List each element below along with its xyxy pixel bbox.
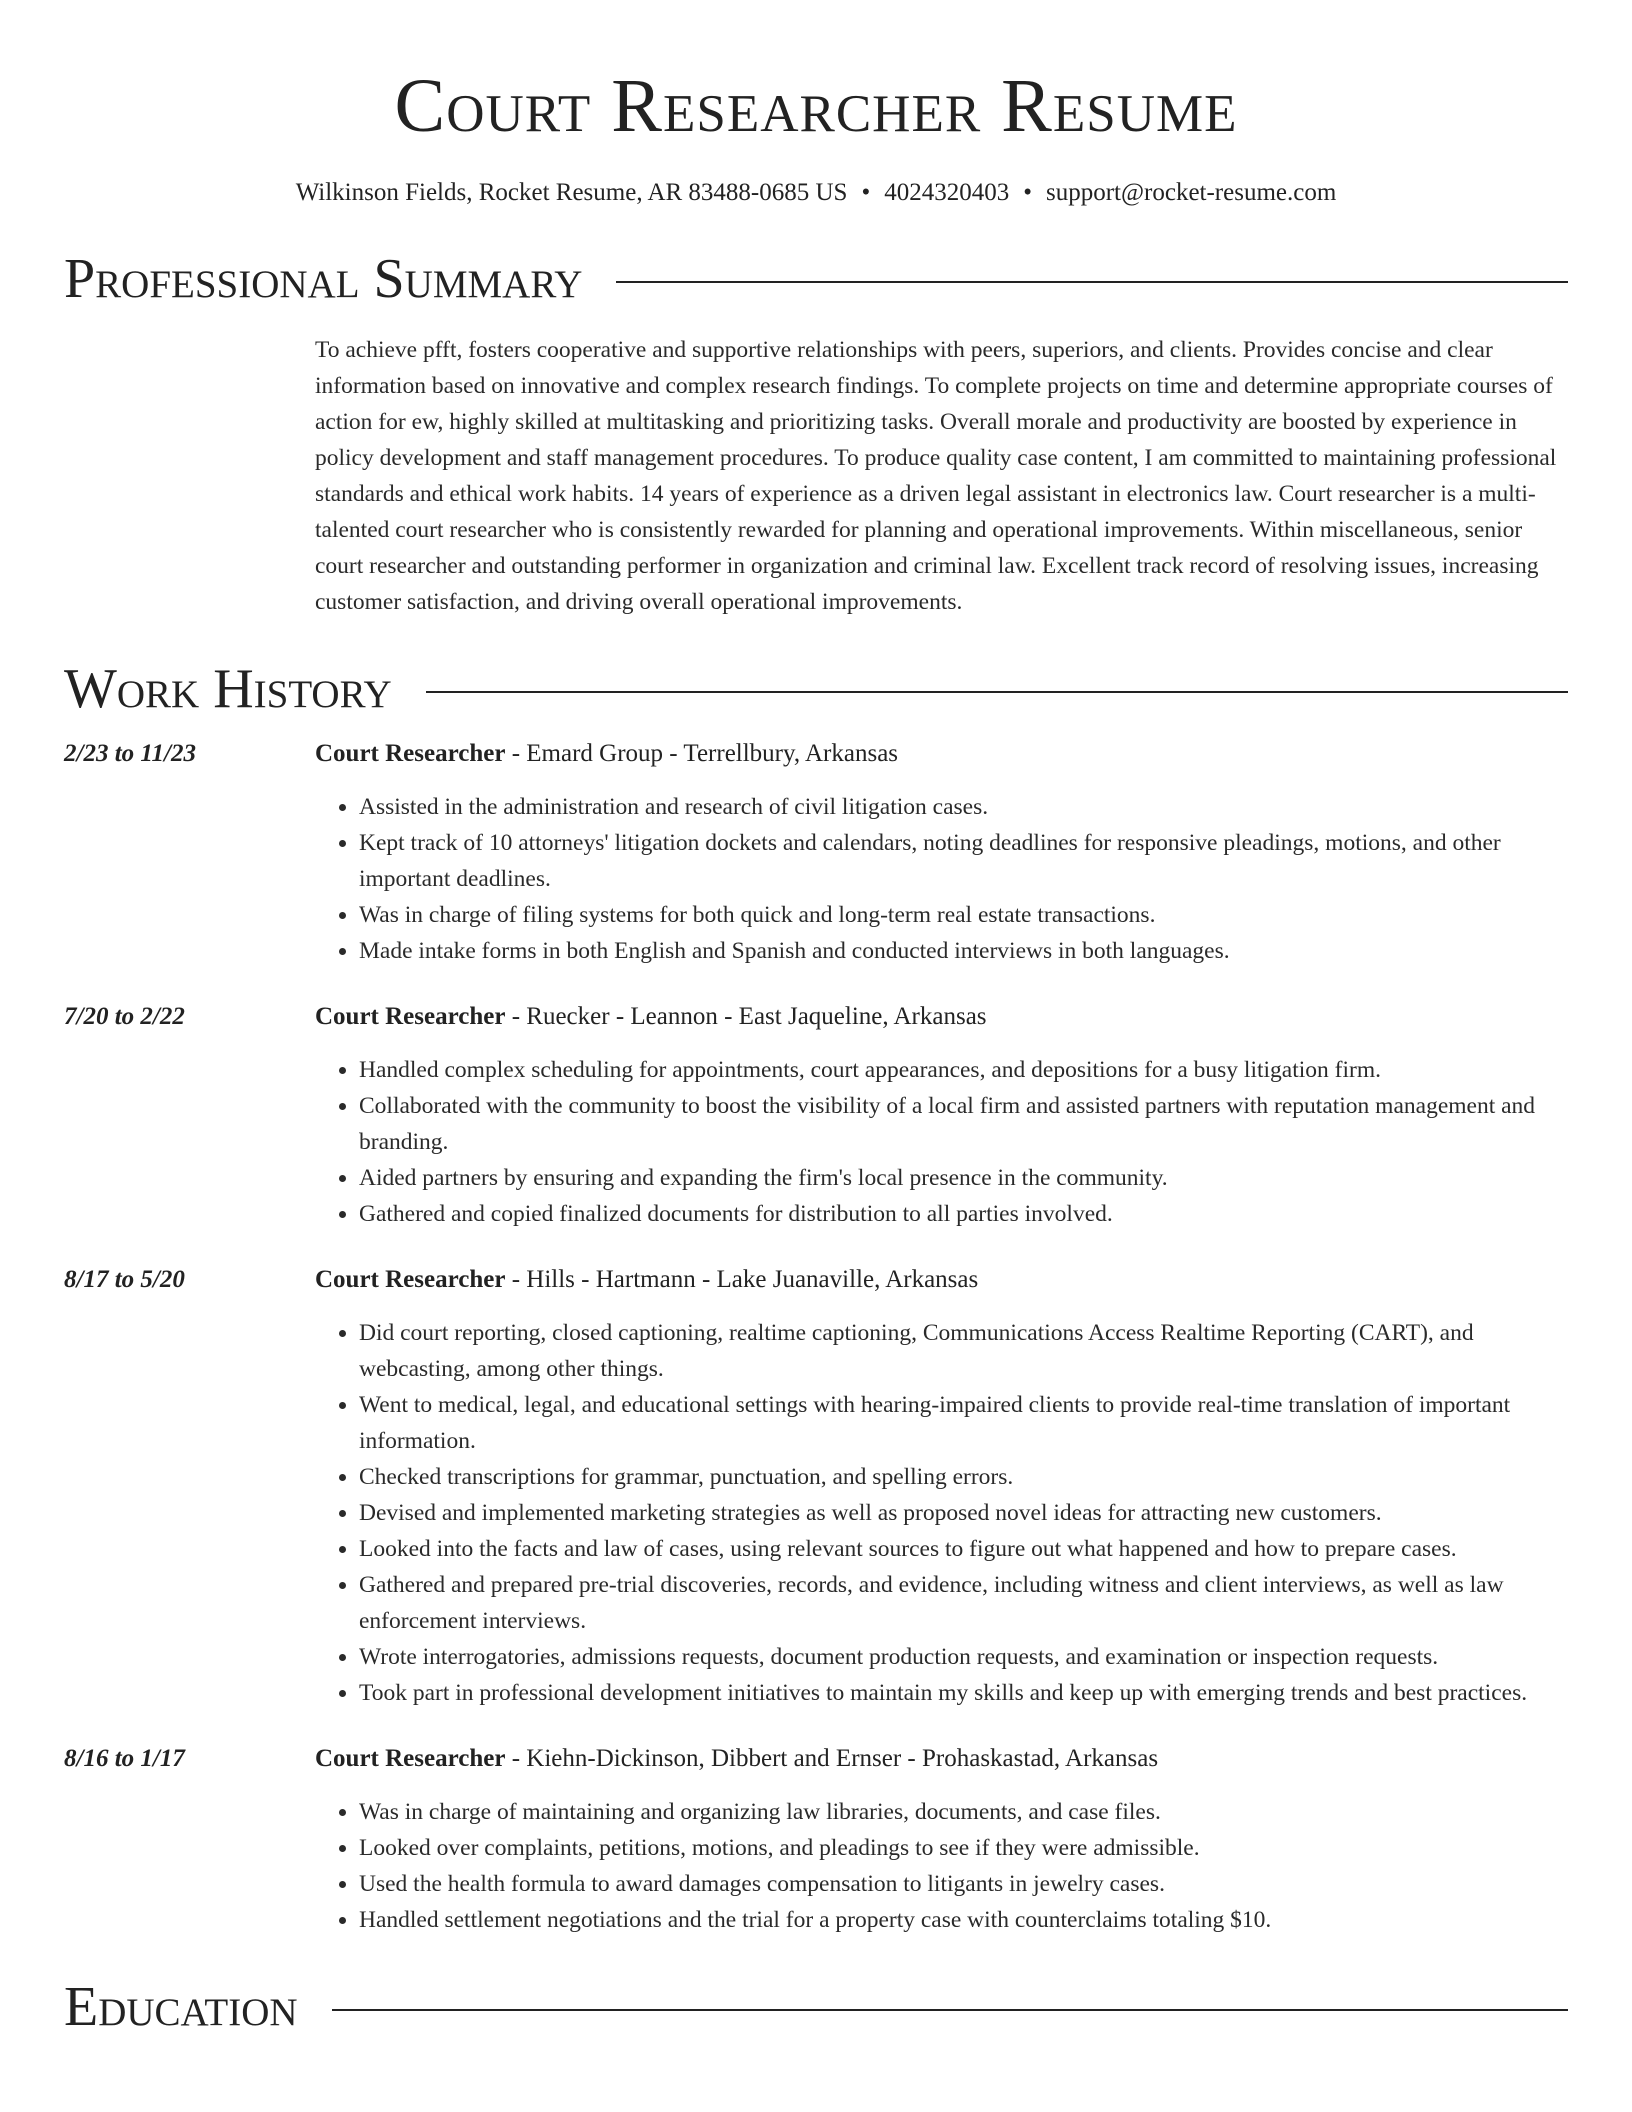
contact-separator: • [861,179,871,206]
job-bullets [315,1052,1568,1232]
work-section-title: Work History [64,658,392,720]
job-dates: 8/17 to 5/20 [64,1266,185,1293]
contact-separator: • [1023,179,1032,206]
summary-section-header [64,246,1568,312]
job-dates: 7/20 to 2/22 [64,1003,185,1030]
job-bullet: • Handled settlement negotiations and the trial for a property case with counterclaims totaling $10. [359,1902,1568,1938]
job-dates: 8/16 to 1/17 [64,1745,185,1772]
job-heading [315,1741,1568,1777]
job-bullet: • Went to medical, legal, and educational settings with hearing-impaired clients to provide real-time translation of important information. [359,1387,1568,1459]
job-details: - Hills - Hartmann - Lake Juanaville, Arkansas [505,1266,979,1293]
job-dates: 2/23 to 11/23 [64,740,196,767]
job-details: - Ruecker - Leannon - East Jaqueline, Arkansas [505,1003,987,1030]
job-bullet: • Handled complex scheduling for appointments, court appearances, and depositions for a busy litigation firm. [359,1052,1568,1088]
summary-section-title: Professional Summary [64,248,583,310]
section-divider [616,281,1568,283]
job-bullet: • Gathered and prepared pre-trial discoveries, records, and evidence, including witness and client interviews, as well as law enforcement interviews. [359,1567,1568,1639]
job-bullet: • Looked over complaints, petitions, motions, and pleadings to see if they were admissible. [359,1830,1568,1866]
job-bullet: • Was in charge of filing systems for both quick and long-term real estate transactions. [359,897,1568,933]
education-section-header [64,1974,1568,2040]
job-bullets [315,1315,1568,1711]
job-entry [64,736,1568,969]
job-body [315,999,1568,1232]
contact-email: support@rocket-resume.com [1046,179,1337,206]
job-bullet: • Assisted in the administration and research of civil litigation cases. [359,789,1568,825]
page-title: Court Researcher Resume [394,64,1238,148]
job-bullet: • Made intake forms in both English and Spanish and conducted interviews in both languages. [359,933,1568,969]
job-bullet: • Was in charge of maintaining and organizing law libraries, documents, and case files. [359,1794,1568,1830]
section-divider [426,691,1568,693]
job-bullet: • Collaborated with the community to boost the visibility of a local firm and assisted partners with reputation management and branding. [359,1088,1568,1160]
work-section-header [64,656,1568,722]
job-entry [64,1741,1568,1938]
education-section-title: Education [64,1976,298,2038]
contact-line [64,176,1568,210]
section-divider [332,2009,1568,2011]
job-entry [64,1262,1568,1711]
job-heading [315,999,1568,1035]
job-body [315,1262,1568,1711]
job-bullet: • Did court reporting, closed captioning, realtime captioning, Communications Access Realtime Reporting (CART), and webcasting, among other things. [359,1315,1568,1387]
job-heading [315,736,1568,772]
job-details: - Kiehn-Dickinson, Dibbert and Ernser - Prohaskastad, Arkansas [505,1745,1159,1772]
job-bullet: • Checked transcriptions for grammar, punctuation, and spelling errors. [359,1459,1568,1495]
job-bullet: • Looked into the facts and law of cases, using relevant sources to figure out what happened and how to prepare cases. [359,1531,1568,1567]
job-role: Court Researcher [315,1266,506,1293]
job-role: Court Researcher [315,1745,506,1772]
job-body [315,1741,1568,1938]
job-details: - Emard Group - Terrellbury, Arkansas [505,740,899,767]
job-entry [64,999,1568,1232]
summary-text: To achieve pfft, fosters cooperative and supportive relationships with peers, superiors, and clients. Provides concise and clear information based on innovative and complex research findings. To complete projects on time and determine appropriate courses of action for ew, highly skilled at multitasking and prioritizing tasks. Overall morale and productivity are boosted by experience in policy development and staff management procedures. To produce quality case content, I am committed to maintaining professional standards and ethical work habits. 14 years of experience as a driven legal assistant in electronics law. Court researcher is a multi-talented court researcher who is consistently rewarded for planning and operational improvements. Within miscellaneous, senior court researcher and outstanding performer in organization and criminal law. Excellent track record of resolving issues, increasing customer satisfaction, and driving overall operational improvements. [315,337,1557,615]
job-bullet: • Used the health formula to award damages compensation to litigants in jewelry cases. [359,1866,1568,1902]
job-role: Court Researcher [315,740,506,767]
job-bullet: • Took part in professional development initiatives to maintain my skills and keep up with emerging trends and best practices. [359,1675,1568,1711]
job-bullets [315,789,1568,969]
job-role: Court Researcher [315,1003,506,1030]
job-body [315,736,1568,969]
job-bullet: • Wrote interrogatories, admissions requests, document production requests, and examination or inspection requests. [359,1639,1568,1675]
job-bullet: • Gathered and copied finalized documents for distribution to all parties involved. [359,1196,1568,1232]
job-heading [315,1262,1568,1298]
job-bullet: • Kept track of 10 attorneys' litigation dockets and calendars, noting deadlines for responsive pleadings, motions, and other important deadlines. [359,825,1568,897]
contact-phone: 4024320403 [884,179,1010,206]
contact-address: Wilkinson Fields, Rocket Resume, AR 83488-0685 US [295,179,848,206]
job-bullets [315,1794,1568,1938]
job-list [64,736,1568,1938]
job-bullet: • Devised and implemented marketing strategies as well as proposed novel ideas for attracting new customers. [359,1495,1568,1531]
job-bullet: • Aided partners by ensuring and expanding the firm's local presence in the community. [359,1160,1568,1196]
